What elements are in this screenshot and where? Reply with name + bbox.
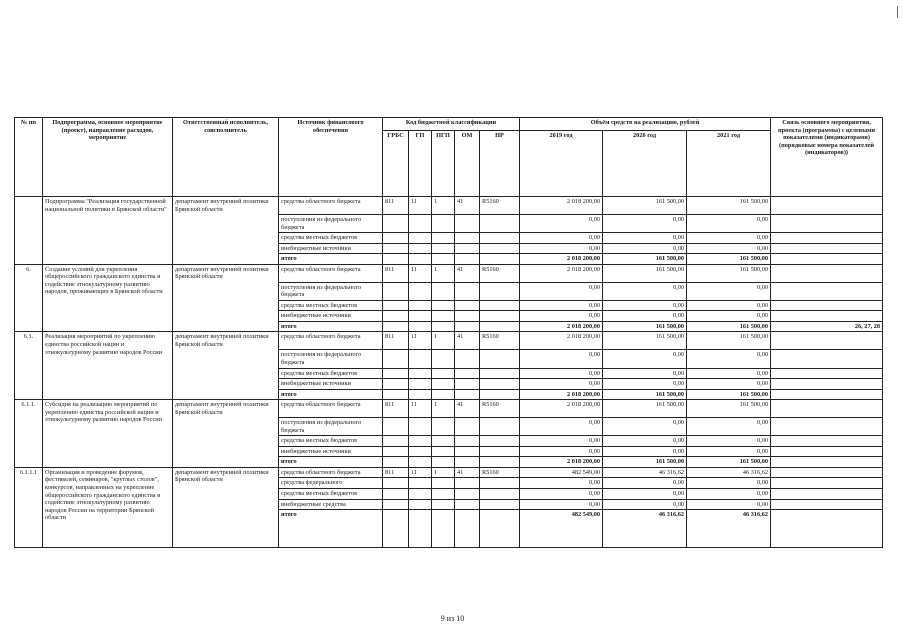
header-amount-group: Объём средств на реализацию, рублей (520, 118, 771, 131)
indicator-link (771, 436, 883, 447)
code-nr (480, 389, 520, 400)
funding-source: средства областного бюджета (279, 467, 383, 478)
code-gp (409, 457, 432, 468)
code-pgp (432, 215, 455, 233)
funding-source: итого (279, 389, 383, 400)
code-grbs (383, 233, 409, 244)
table-body (15, 197, 883, 548)
program-name: Реализация мероприятий по укреплению единства российской нации и этнокультурному развитию народов России (43, 332, 173, 400)
amount-2020: 161 500,00 (603, 389, 687, 400)
code-grbs (383, 499, 409, 510)
funding-source: поступления из федерального бюджета (279, 282, 383, 300)
amount-2019: 0,00 (520, 436, 603, 447)
amount-2021: 0,00 (687, 243, 771, 254)
indicator-link (771, 332, 883, 350)
code-nr (480, 489, 520, 500)
budget-table (14, 117, 883, 548)
code-pgp (432, 436, 455, 447)
code-gp (409, 418, 432, 436)
code-gp (409, 368, 432, 379)
amount-2019: 0,00 (520, 300, 603, 311)
row-number (15, 197, 43, 265)
code-pgp (432, 379, 455, 390)
code-grbs (383, 379, 409, 390)
header-code-grbs: ГРБС (383, 131, 409, 197)
amount-2020: 0,00 (603, 436, 687, 447)
indicator-link (771, 389, 883, 400)
amount-2020: 0,00 (603, 368, 687, 379)
amount-2020: 0,00 (603, 478, 687, 489)
code-om (455, 368, 480, 379)
amount-2019: 0,00 (520, 478, 603, 489)
header-year-2019: 2019 год (520, 131, 603, 197)
code-gp (409, 379, 432, 390)
amount-2019: 0,00 (520, 499, 603, 510)
row-number: 6.1. (15, 332, 43, 400)
amount-2020: 161 500,00 (603, 321, 687, 332)
amount-2021: 161 500,00 (687, 321, 771, 332)
amount-2020: 0,00 (603, 499, 687, 510)
amount-2019: 2 018 200,00 (520, 264, 603, 282)
code-pgp: 1 (432, 400, 455, 418)
code-pgp (432, 254, 455, 265)
indicator-link (771, 311, 883, 322)
code-gp (409, 489, 432, 500)
amount-2021: 0,00 (687, 368, 771, 379)
program-name: Организация и проведение форумов, фестивалей, семинаров, "круглых столов", конкурсов, направленных на укрепление общероссийского гражданского единства и содействие этнокультурному развитию народов России на территории Брянской области (43, 467, 173, 547)
code-om: 41 (455, 400, 480, 418)
code-pgp (432, 243, 455, 254)
code-gp (409, 350, 432, 368)
table-header (15, 118, 883, 197)
code-nr: R5160 (480, 264, 520, 282)
code-grbs (383, 300, 409, 311)
code-gp (409, 510, 432, 548)
amount-2019: 0,00 (520, 368, 603, 379)
amount-2021: 0,00 (687, 379, 771, 390)
responsible-executor: департамент внутренней политики Брянской области (173, 332, 279, 400)
indicator-link (771, 215, 883, 233)
code-grbs (383, 446, 409, 457)
code-pgp (432, 389, 455, 400)
row-number: 6.1.1.1 (15, 467, 43, 547)
code-grbs (383, 510, 409, 548)
code-pgp: 1 (432, 467, 455, 478)
code-pgp (432, 321, 455, 332)
responsible-executor: департамент внутренней политики Брянской области (173, 197, 279, 265)
indicator-link (771, 233, 883, 244)
indicator-link (771, 379, 883, 390)
code-nr: R5160 (480, 332, 520, 350)
amount-2020: 0,00 (603, 446, 687, 457)
code-om (455, 215, 480, 233)
code-grbs: 811 (383, 467, 409, 478)
indicator-link (771, 478, 883, 489)
amount-2019: 0,00 (520, 282, 603, 300)
table-row (15, 467, 883, 478)
code-om (455, 446, 480, 457)
amount-2019: 0,00 (520, 243, 603, 254)
code-nr: R5160 (480, 197, 520, 215)
code-om (455, 311, 480, 322)
code-om (455, 418, 480, 436)
program-name: Подпрограмма "Реализация государственной национальной политики в Брянской области" (43, 197, 173, 265)
amount-2019: 0,00 (520, 418, 603, 436)
indicator-link (771, 300, 883, 311)
code-nr (480, 311, 520, 322)
table-row (15, 332, 883, 350)
indicator-link (771, 457, 883, 468)
amount-2019: 482 549,00 (520, 510, 603, 548)
header-code-nr: НР (480, 131, 520, 197)
indicator-link (771, 254, 883, 265)
amount-2020: 0,00 (603, 489, 687, 500)
code-om (455, 300, 480, 311)
indicator-link (771, 350, 883, 368)
code-nr (480, 457, 520, 468)
header-year-2021: 2021 год (687, 131, 771, 197)
amount-2020: 0,00 (603, 350, 687, 368)
code-om (455, 379, 480, 390)
code-grbs: 811 (383, 197, 409, 215)
amount-2020: 161 500,00 (603, 197, 687, 215)
code-grbs (383, 418, 409, 436)
code-gp: 11 (409, 400, 432, 418)
funding-source: итого (279, 321, 383, 332)
code-om (455, 510, 480, 548)
code-om: 41 (455, 332, 480, 350)
code-gp (409, 478, 432, 489)
code-gp (409, 389, 432, 400)
row-number: 6. (15, 264, 43, 332)
code-grbs: 811 (383, 400, 409, 418)
amount-2021: 0,00 (687, 215, 771, 233)
code-grbs (383, 389, 409, 400)
amount-2021: 0,00 (687, 282, 771, 300)
funding-source: поступления из федерального бюджета (279, 418, 383, 436)
amount-2019: 2 018 200,00 (520, 197, 603, 215)
code-gp (409, 233, 432, 244)
code-om: 41 (455, 467, 480, 478)
amount-2020: 161 500,00 (603, 254, 687, 265)
code-grbs (383, 254, 409, 265)
funding-source: итого (279, 510, 383, 548)
row-number: 6.1.1. (15, 400, 43, 468)
code-pgp (432, 478, 455, 489)
code-grbs (383, 282, 409, 300)
code-pgp (432, 446, 455, 457)
code-om (455, 457, 480, 468)
amount-2021: 161 500,00 (687, 254, 771, 265)
code-nr (480, 379, 520, 390)
indicator-link: 26, 27, 28 (771, 321, 883, 332)
code-om (455, 282, 480, 300)
code-om (455, 254, 480, 265)
amount-2021: 0,00 (687, 436, 771, 447)
amount-2021: 161 500,00 (687, 400, 771, 418)
amount-2019: 482 549,00 (520, 467, 603, 478)
amount-2019: 2 018 200,00 (520, 332, 603, 350)
code-grbs (383, 368, 409, 379)
funding-source: средства областного бюджета (279, 332, 383, 350)
amount-2019: 0,00 (520, 215, 603, 233)
code-om (455, 350, 480, 368)
code-nr (480, 254, 520, 265)
funding-source: средства областного бюджета (279, 264, 383, 282)
funding-source: средства областного бюджета (279, 400, 383, 418)
amount-2020: 46 316,62 (603, 467, 687, 478)
code-pgp (432, 510, 455, 548)
amount-2019: 2 018 200,00 (520, 321, 603, 332)
code-pgp (432, 499, 455, 510)
amount-2021: 161 500,00 (687, 389, 771, 400)
code-nr (480, 478, 520, 489)
responsible-executor: департамент внутренней политики Брянской области (173, 467, 279, 547)
code-gp: 11 (409, 467, 432, 478)
amount-2019: 0,00 (520, 446, 603, 457)
program-name: Создание условий для укрепления общероссийского гражданского единства и содействие этнокультурному развитию народов, проживающих в Брянской области (43, 264, 173, 332)
code-nr (480, 233, 520, 244)
indicator-link (771, 197, 883, 215)
code-om (455, 478, 480, 489)
code-grbs (383, 489, 409, 500)
amount-2021: 0,00 (687, 499, 771, 510)
header-codes-group: Код бюджетной классификации (383, 118, 520, 131)
amount-2020: 0,00 (603, 379, 687, 390)
code-pgp (432, 350, 455, 368)
code-grbs (383, 321, 409, 332)
amount-2020: 161 500,00 (603, 400, 687, 418)
amount-2021: 161 500,00 (687, 332, 771, 350)
indicator-link (771, 368, 883, 379)
code-om: 41 (455, 197, 480, 215)
header-program: Подпрограмма, основное мероприятие (проект), направление расходов, мероприятие (43, 118, 173, 197)
indicator-link (771, 282, 883, 300)
amount-2019: 0,00 (520, 233, 603, 244)
code-pgp (432, 282, 455, 300)
amount-2020: 0,00 (603, 300, 687, 311)
funding-source: средства местных бюджетов (279, 368, 383, 379)
amount-2021: 161 500,00 (687, 197, 771, 215)
code-grbs (383, 350, 409, 368)
indicator-link (771, 243, 883, 254)
code-nr: R5160 (480, 467, 520, 478)
amount-2020: 0,00 (603, 418, 687, 436)
code-om (455, 499, 480, 510)
code-grbs (383, 215, 409, 233)
code-gp (409, 215, 432, 233)
amount-2020: 161 500,00 (603, 457, 687, 468)
code-pgp (432, 233, 455, 244)
header-code-gp: ГП (409, 131, 432, 197)
code-gp (409, 243, 432, 254)
indicator-link (771, 499, 883, 510)
code-gp (409, 499, 432, 510)
code-nr (480, 446, 520, 457)
code-om: 41 (455, 264, 480, 282)
funding-source: средства федерального (279, 478, 383, 489)
code-gp (409, 311, 432, 322)
amount-2021: 0,00 (687, 350, 771, 368)
funding-source: итого (279, 254, 383, 265)
header-code-pgp: ПГП (432, 131, 455, 197)
code-pgp (432, 489, 455, 500)
amount-2021: 0,00 (687, 300, 771, 311)
amount-2021: 0,00 (687, 418, 771, 436)
funding-source: внебюджетные источники (279, 379, 383, 390)
code-pgp (432, 311, 455, 322)
responsible-executor: департамент внутренней политики Брянской области (173, 400, 279, 468)
indicator-link (771, 467, 883, 478)
code-pgp (432, 457, 455, 468)
responsible-executor: департамент внутренней политики Брянской области (173, 264, 279, 332)
funding-source: поступления из федерального бюджета (279, 350, 383, 368)
amount-2020: 0,00 (603, 243, 687, 254)
code-nr (480, 499, 520, 510)
code-gp (409, 282, 432, 300)
funding-source: средства местных бюджетов (279, 489, 383, 500)
code-om (455, 321, 480, 332)
amount-2020: 0,00 (603, 215, 687, 233)
code-nr (480, 282, 520, 300)
amount-2021: 0,00 (687, 489, 771, 500)
code-grbs (383, 457, 409, 468)
amount-2019: 0,00 (520, 350, 603, 368)
code-pgp (432, 368, 455, 379)
code-grbs: 811 (383, 264, 409, 282)
code-nr (480, 368, 520, 379)
funding-source: средства областного бюджета (279, 197, 383, 215)
amount-2020: 0,00 (603, 233, 687, 244)
header-link: Связь основного мероприятия, проекта (программы) с целевыми показателями (индикаторами) (порядковые номера показателей (индикаторов)) (771, 118, 883, 197)
code-pgp (432, 418, 455, 436)
amount-2020: 0,00 (603, 282, 687, 300)
indicator-link (771, 400, 883, 418)
code-nr (480, 321, 520, 332)
amount-2019: 2 018 200,00 (520, 254, 603, 265)
code-om (455, 489, 480, 500)
funding-source: средства местных бюджетов (279, 436, 383, 447)
funding-source: средства местных бюджетов (279, 233, 383, 244)
header-responsible: Ответственный исполнитель, соисполнитель (173, 118, 279, 197)
code-gp (409, 436, 432, 447)
amount-2019: 2 018 200,00 (520, 389, 603, 400)
code-pgp: 1 (432, 197, 455, 215)
indicator-link (771, 264, 883, 282)
table-row (15, 264, 883, 282)
indicator-link (771, 418, 883, 436)
code-gp (409, 446, 432, 457)
code-grbs (383, 243, 409, 254)
amount-2021: 46 316,62 (687, 467, 771, 478)
code-gp (409, 254, 432, 265)
code-pgp (432, 300, 455, 311)
header-num: № пп (15, 118, 43, 197)
funding-source: внебюджетные средства (279, 499, 383, 510)
code-om (455, 243, 480, 254)
amount-2019: 2 018 200,00 (520, 457, 603, 468)
code-om (455, 233, 480, 244)
code-om (455, 389, 480, 400)
code-gp (409, 300, 432, 311)
code-pgp: 1 (432, 332, 455, 350)
code-nr (480, 243, 520, 254)
code-grbs: 811 (383, 332, 409, 350)
code-grbs (383, 436, 409, 447)
funding-source: итого (279, 457, 383, 468)
code-nr: R5160 (480, 400, 520, 418)
code-grbs (383, 478, 409, 489)
amount-2021: 161 500,00 (687, 264, 771, 282)
code-gp (409, 321, 432, 332)
funding-source: поступления из федерального бюджета (279, 215, 383, 233)
page-number: 9 из 10 (440, 614, 465, 623)
header-source: Источник финансового обеспечения (279, 118, 383, 197)
code-pgp: 1 (432, 264, 455, 282)
amount-2019: 0,00 (520, 489, 603, 500)
code-nr (480, 300, 520, 311)
code-gp: 11 (409, 332, 432, 350)
amount-2020: 0,00 (603, 311, 687, 322)
header-year-2020: 2020 год (603, 131, 687, 197)
code-nr (480, 418, 520, 436)
table-row (15, 197, 883, 215)
amount-2020: 161 500,00 (603, 264, 687, 282)
amount-2020: 46 316,62 (603, 510, 687, 548)
amount-2021: 0,00 (687, 233, 771, 244)
amount-2020: 161 500,00 (603, 332, 687, 350)
table-row (15, 400, 883, 418)
amount-2021: 0,00 (687, 446, 771, 457)
code-nr (480, 350, 520, 368)
amount-2021: 46 316,62 (687, 510, 771, 548)
code-grbs (383, 311, 409, 322)
funding-source: внебюджетные источники (279, 243, 383, 254)
indicator-link (771, 446, 883, 457)
funding-source: средства местных бюджетов (279, 300, 383, 311)
indicator-link (771, 510, 883, 548)
amount-2021: 161 500,00 (687, 457, 771, 468)
funding-source: внебюджетные источники (279, 311, 383, 322)
amount-2019: 0,00 (520, 379, 603, 390)
amount-2019: 0,00 (520, 311, 603, 322)
amount-2019: 2 018 200,00 (520, 400, 603, 418)
code-gp: 11 (409, 197, 432, 215)
code-nr (480, 510, 520, 548)
code-om (455, 436, 480, 447)
program-name: Субсидия на реализацию мероприятий по укреплению единства российской нации и этнокультурному развитию народов России (43, 400, 173, 468)
amount-2021: 0,00 (687, 478, 771, 489)
indicator-link (771, 489, 883, 500)
funding-source: внебюджетные источники (279, 446, 383, 457)
amount-2021: 0,00 (687, 311, 771, 322)
code-gp: 11 (409, 264, 432, 282)
code-nr (480, 436, 520, 447)
header-code-om: ОМ (455, 131, 480, 197)
scan-edge-mark (897, 6, 898, 18)
code-nr (480, 215, 520, 233)
